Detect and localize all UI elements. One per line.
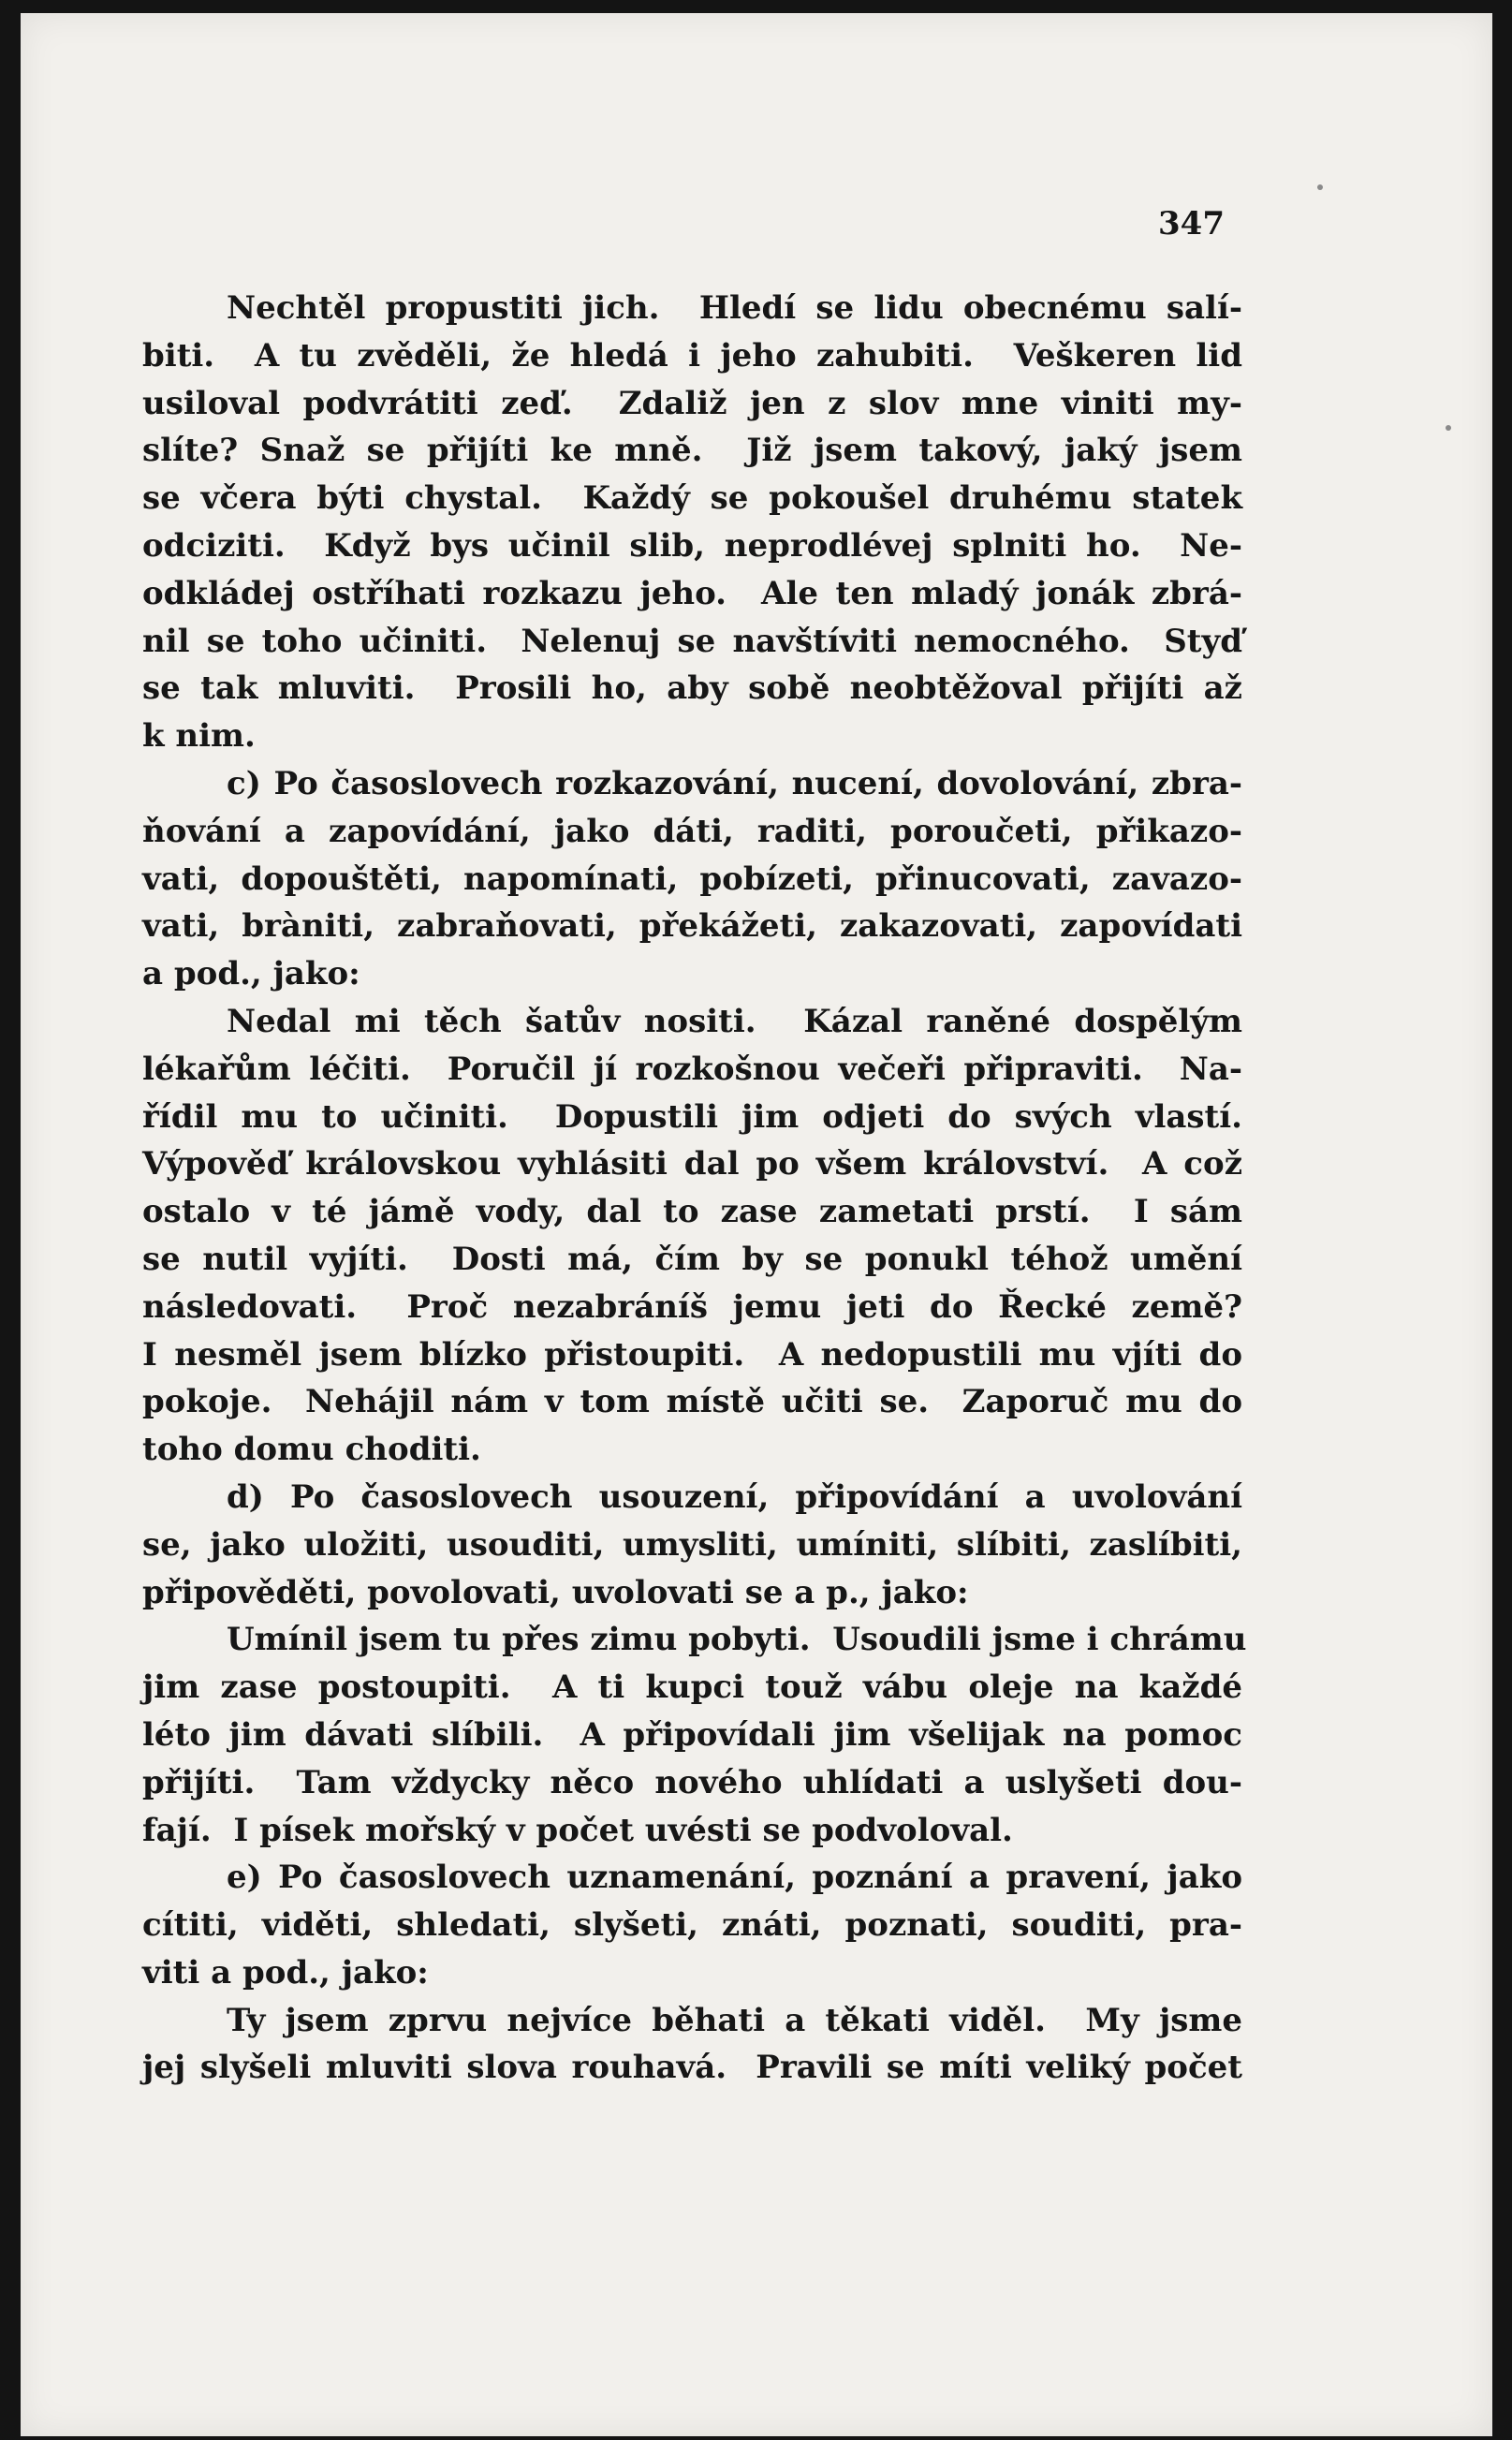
text-line: léto jim dávati slíbili. A připovídali jim všelijak na pomoc	[142, 1715, 1242, 1754]
text-line: viti a pod., jako:	[142, 1953, 429, 1992]
text-line: odciziti. Když bys učinil slib, neprodlévej splniti ho. Ne-	[142, 526, 1242, 565]
text-line: se nutil vyjíti. Dosti má, čím by se ponukl téhož umění	[142, 1240, 1242, 1278]
text-line: řídil mu to učiniti. Dopustili jim odjeti do svých vlastí.	[142, 1097, 1242, 1136]
text-line: jej slyšeli mluviti slova rouhavá. Pravili se míti veliký počet	[142, 2049, 1242, 2087]
text-line: fají. I písek mořský v počet uvésti se podvoloval.	[142, 1811, 1013, 1849]
text-line: Výpověď královskou vyhlásiti dal po všem království. A což	[142, 1145, 1242, 1183]
text-line: usiloval podvrátiti zeď. Zdaliž jen z slov mne viniti my-	[142, 384, 1242, 422]
text-line: ostalo v té jámě vody, dal to zase zametati prstí. I sám	[142, 1193, 1242, 1231]
text-line: biti. A tu zvěděli, že hledá i jeho zahubiti. Veškeren lid	[142, 336, 1242, 375]
text-line: k nim.	[142, 717, 256, 756]
text-line: se tak mluviti. Prosili ho, aby sobě neobtěžoval přijíti až	[142, 669, 1242, 708]
text-line: toho domu choditi.	[142, 1431, 481, 1469]
text-line: e) Po časoslovech uznamenání, poznání a pravení, jako	[227, 1859, 1242, 1897]
text-line: jim zase postoupiti. A ti kupci touž vábu oleje na každé	[142, 1668, 1242, 1707]
text-line: cítiti, viděti, shledati, slyšeti, znáti, poznati, souditi, pra-	[142, 1906, 1242, 1945]
body-text	[142, 285, 1247, 2092]
text-line: c) Po časoslovech rozkazování, nucení, dovolování, zbra-	[227, 764, 1242, 802]
text-line: připověděti, povolovati, uvolovati se a p., jako:	[142, 1573, 969, 1611]
text-line: Ty jsem zprvu nejvíce běhati a těkati viděl. My jsme	[227, 2001, 1242, 2039]
text-line: odkládej ostříhati rozkazu jeho. Ale ten mladý jonák zbrá-	[142, 574, 1242, 612]
book-page	[21, 13, 1492, 2436]
text-line: nil se toho učiniti. Nelenuj se navštíviti nemocného. Styď	[142, 622, 1242, 660]
text-line: se včera býti chystal. Každý se pokoušel druhému statek	[142, 479, 1242, 518]
text-line: slíte? Snaž se přijíti ke mně. Již jsem takový, jaký jsem	[142, 432, 1242, 470]
text-line: vati, dopouštěti, napomínati, pobízeti, přinucovati, zavazo-	[142, 860, 1242, 898]
text-line: pokoje. Nehájil nám v tom místě učiti se. Zaporuč mu do	[142, 1383, 1242, 1421]
text-line: d) Po časoslovech usouzení, připovídání a uvolování	[227, 1477, 1242, 1516]
text-line: Nedal mi těch šatův nositi. Kázal raněné dospělým	[227, 1002, 1242, 1040]
text-line: Umínil jsem tu přes zimu pobyti. Usoudili jsme i chrámu	[227, 1621, 1247, 1659]
text-line: I nesměl jsem blízko přistoupiti. A nedopustili mu vjíti do	[142, 1335, 1242, 1374]
text-line: Nechtěl propustiti jich. Hledí se lidu obecnému salí-	[227, 289, 1242, 327]
paper-speck	[1317, 184, 1323, 190]
paper-speck	[1446, 425, 1451, 431]
text-line: lékařům léčiti. Poručil jí rozkošnou večeři připraviti. Na-	[142, 1050, 1242, 1088]
text-line: a pod., jako:	[142, 955, 360, 993]
text-line: se, jako uložiti, usouditi, umysliti, umíniti, slíbiti, zaslíbiti,	[142, 1525, 1242, 1564]
text-line: ňování a zapovídání, jako dáti, raditi, poroučeti, přikazo-	[142, 812, 1242, 850]
text-line: následovati. Proč nezabráníš jemu jeti do Řecké země?	[142, 1287, 1242, 1326]
text-line: přijíti. Tam vždycky něco nového uhlídati a uslyšeti dou-	[142, 1763, 1242, 1801]
text-line: vati, bràniti, zabraňovati, překážeti, zakazovati, zapovídati	[142, 907, 1242, 946]
page-number: 347	[1158, 205, 1225, 243]
